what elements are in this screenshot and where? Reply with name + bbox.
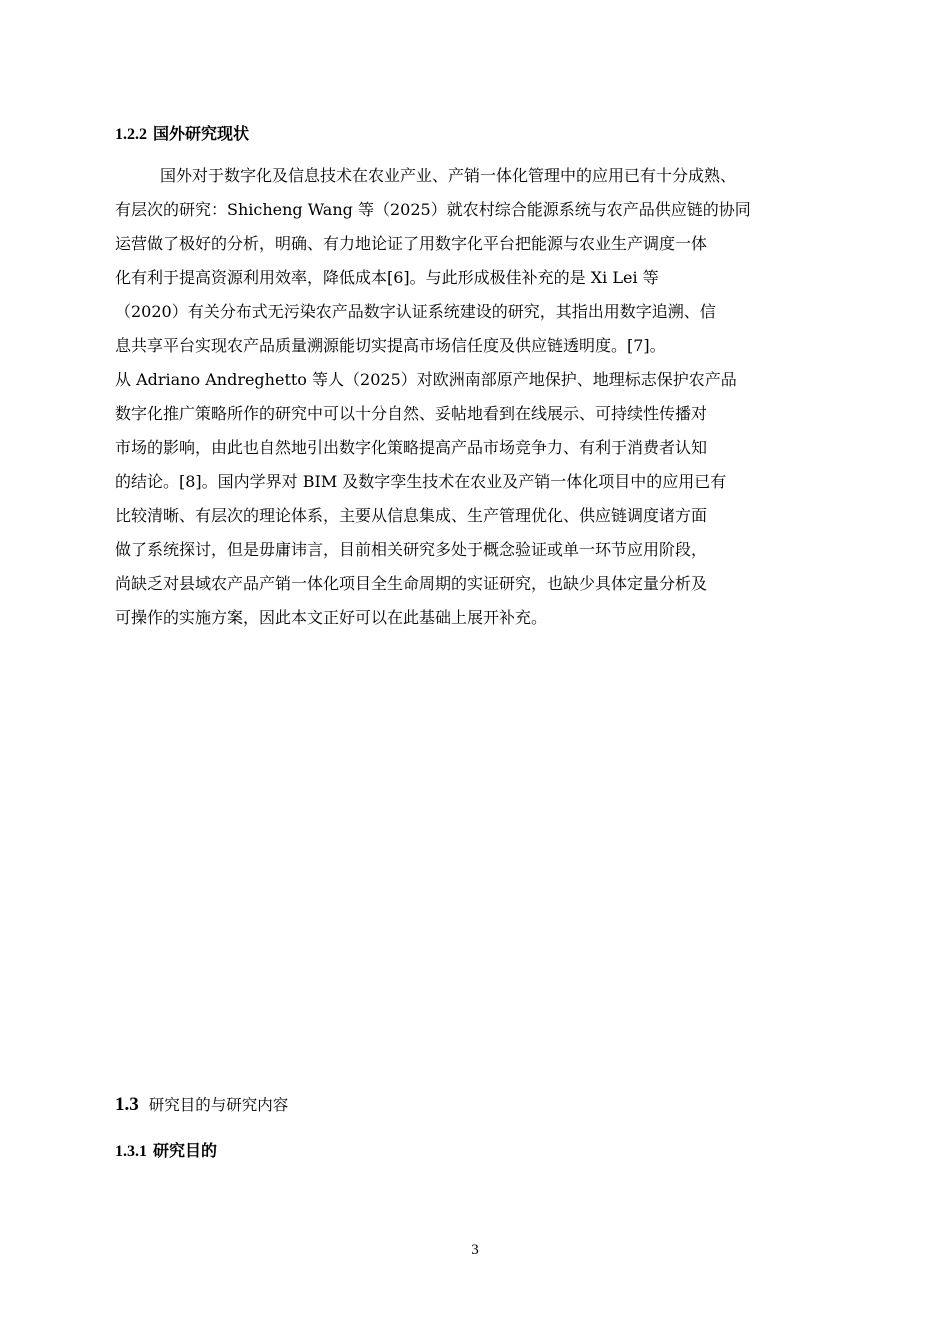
paragraph-line: 息共享平台实现农产品质量溯源能切实提高市场信任度及供应链透明度。[7]。	[115, 336, 666, 355]
paragraph-line: 国外对于数字化及信息技术在农业产业、产销一体化管理中的应用已有十分成熟、	[160, 166, 737, 185]
paragraph-line: 做了系统探讨，但是毋庸讳言，目前相关研究多处于概念验证或单一环节应用阶段，	[115, 540, 708, 559]
section-heading-1-3-1	[115, 1138, 217, 1161]
section-number: 1.3.1	[115, 1143, 147, 1160]
paragraph-line: 数字化推广策略所作的研究中可以十分自然、妥帖地看到在线展示、可持续性传播对	[115, 404, 708, 423]
section-number: 1.2.2	[115, 126, 147, 143]
page-number: 3	[471, 1242, 479, 1258]
paragraph-line: 比较清晰、有层次的理论体系，主要从信息集成、生产管理优化、供应链调度诸方面	[115, 506, 708, 525]
section-title: 研究目的	[153, 1141, 218, 1160]
paragraph-line: 从 Adriano Andreghetto 等人（2025）对欧洲南部原产地保护、地理标志保护农产品	[115, 370, 737, 389]
body-paragraph	[115, 159, 855, 635]
section-title: 国外研究现状	[153, 124, 250, 143]
section-heading-1-2-2	[115, 121, 249, 144]
paragraph-line: 尚缺乏对县域农产品产销一体化项目全生命周期的实证研究，也缺少具体定量分析及	[115, 574, 708, 593]
paragraph-line: 市场的影响，由此也自然地引出数字化策略提高产品市场竞争力、有利于消费者认知	[115, 438, 708, 457]
paragraph-line: 可操作的实施方案，因此本文正好可以在此基础上展开补充。	[115, 608, 548, 627]
section-heading-1-3	[115, 1093, 288, 1116]
section-title: 研究目的与研究内容	[148, 1096, 289, 1114]
paragraph-line: 的结论。[8]。国内学界对 BIM 及数字孪生技术在农业及产销一体化项目中的应用已有	[115, 472, 727, 491]
paragraph-line: 运营做了极好的分析，明确、有力地论证了用数字化平台把能源与农业生产调度一体	[115, 234, 708, 253]
paragraph-line: （2020）有关分布式无污染农产品数字认证系统建设的研究，其指出用数字追溯、信	[115, 302, 716, 321]
paragraph-line: 化有利于提高资源利用效率，降低成本[6]。与此形成极佳补充的是 Xi Lei 等	[115, 268, 659, 287]
section-number: 1.3	[115, 1094, 139, 1115]
paragraph-line: 有层次的研究：Shicheng Wang 等（2025）就农村综合能源系统与农产品供应链的协同	[115, 200, 751, 219]
